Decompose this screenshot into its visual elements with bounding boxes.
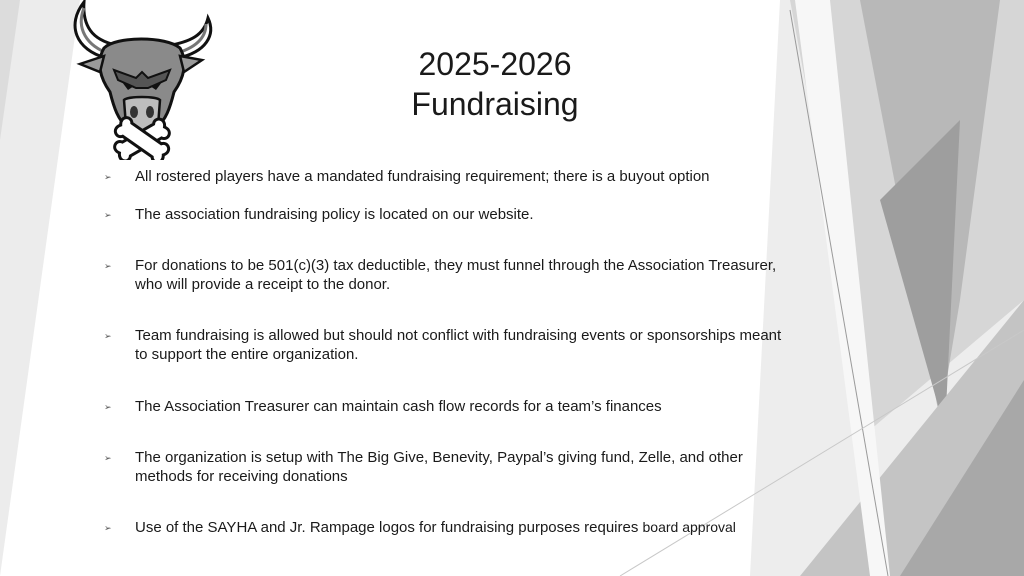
list-item bbox=[104, 518, 794, 538]
page-title bbox=[300, 44, 690, 124]
bullet-text: Team fundraising is allowed but should not conflict with fundraising events or sponsorships meant to support the entire organization. bbox=[135, 327, 782, 363]
bullet-text-main: Use of the SAYHA and Jr. Rampage logos for fundraising purposes requires bbox=[135, 519, 639, 536]
bull-mascot-icon bbox=[66, 0, 218, 160]
list-item bbox=[104, 167, 794, 187]
bullet-text: The organization is setup with The Big Give, Benevity, Paypal’s giving fund, Zelle, and other methods for receiving donations bbox=[135, 449, 743, 485]
bullet-text: The association fundraising policy is located on our website. bbox=[135, 206, 534, 223]
arrowhead-bullet-icon: ➢ bbox=[104, 210, 112, 220]
list-item bbox=[104, 397, 794, 417]
arrowhead-bullet-icon: ➢ bbox=[104, 331, 112, 341]
arrowhead-bullet-icon: ➢ bbox=[104, 523, 112, 533]
bullet-text: The Association Treasurer can maintain cash flow records for a team’s finances bbox=[135, 398, 662, 415]
list-item bbox=[104, 326, 794, 364]
list-item bbox=[104, 256, 794, 294]
title-line-year: 2025-2026 bbox=[418, 46, 572, 82]
title-line-topic: Fundraising bbox=[411, 86, 579, 122]
arrowhead-bullet-icon: ➢ bbox=[104, 402, 112, 412]
list-item bbox=[104, 205, 794, 225]
arrowhead-bullet-icon: ➢ bbox=[104, 172, 112, 182]
bullet-text-small: board approval bbox=[642, 519, 736, 535]
bullet-text: All rostered players have a mandated fundraising requirement; there is a buyout option bbox=[135, 168, 710, 185]
arrowhead-bullet-icon: ➢ bbox=[104, 261, 112, 271]
bullet-text bbox=[135, 518, 736, 537]
arrowhead-bullet-icon: ➢ bbox=[104, 453, 112, 463]
bullet-text: For donations to be 501(c)(3) tax deductible, they must funnel through the Association Treasurer, who will provide a receipt to the donor. bbox=[135, 257, 777, 293]
list-item bbox=[104, 448, 794, 486]
